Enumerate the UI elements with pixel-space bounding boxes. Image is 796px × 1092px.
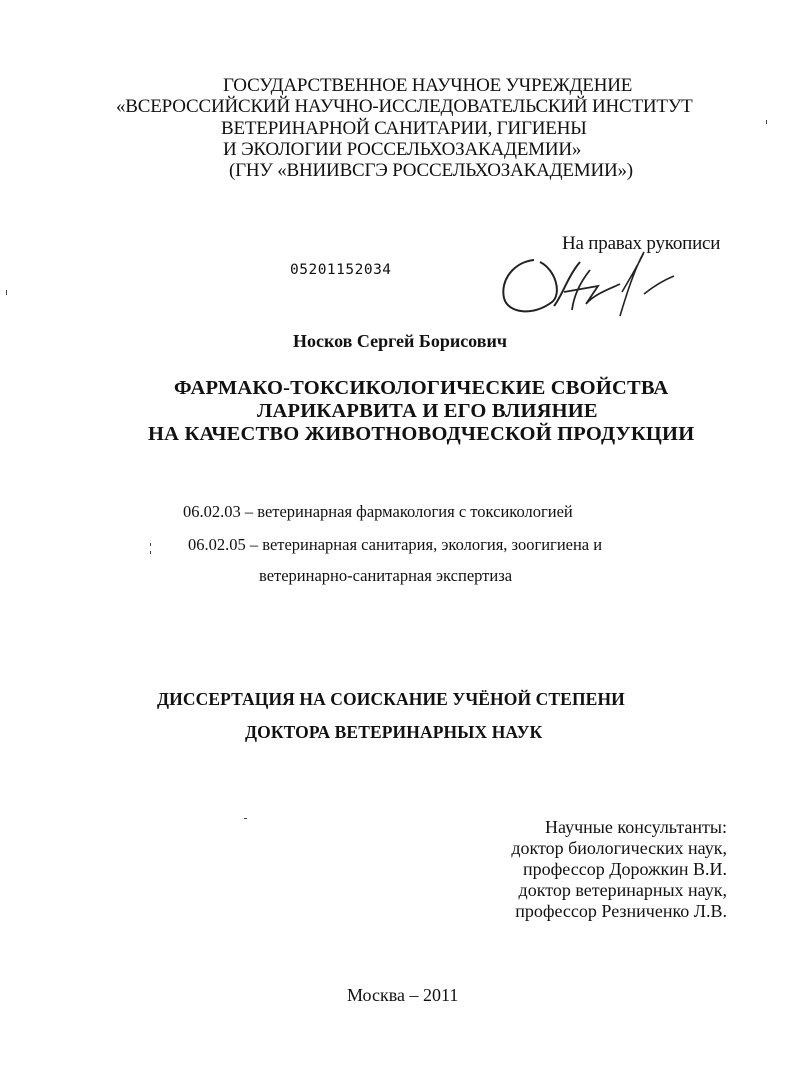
author-name: Носков Сергей Борисович [293, 331, 507, 351]
manuscript-note: На правах рукописи [562, 233, 721, 254]
institution-line-1: ГОСУДАРСТВЕННОЕ НАУЧНОЕ УЧРЕЖДЕНИЕ [223, 75, 633, 96]
specialty-1: 06.02.03 – ветеринарная фармакология с токсикологией [183, 502, 573, 521]
dissertation-line-1: ДИССЕРТАЦИЯ НА СОИСКАНИЕ УЧЁНОЙ СТЕПЕНИ [157, 689, 625, 709]
specialty-2-continued: ветеринарно-санитарная экспертиза [259, 566, 513, 585]
title-line-2: ЛАРИКАРВИТА И ЕГО ВЛИЯНИЕ [257, 400, 598, 422]
institution-line-3: ВЕТЕРИНАРНОЙ САНИТАРИИ, ГИГИЕНЫ [221, 118, 587, 139]
scan-speck [150, 543, 151, 546]
catalog-number: 05201152034 [290, 262, 392, 278]
institution-line-5: (ГНУ «ВНИИВСГЭ РОССЕЛЬХОЗАКАДЕМИИ») [229, 160, 633, 181]
consultant-1-degree: доктор биологических наук, [511, 838, 727, 858]
institution-line-4: И ЭКОЛОГИИ РОССЕЛЬХОЗАКАДЕМИИ» [223, 139, 582, 160]
consultants-heading: Научные консультанты: [545, 817, 727, 837]
signature [494, 240, 684, 330]
scan-speck [766, 120, 767, 124]
consultant-2-name: профессор Резниченко Л.В. [515, 901, 727, 921]
consultant-1-name: профессор Дорожкин В.И. [523, 859, 727, 879]
scan-speck [150, 551, 151, 554]
dissertation-line-2: ДОКТОРА ВЕТЕРИНАРНЫХ НАУК [245, 722, 543, 742]
institution-line-2: «ВСЕРОССИЙСКИЙ НАУЧНО-ИССЛЕДОВАТЕЛЬСКИЙ ИНСТИТУТ [116, 96, 693, 117]
place-year: Москва – 2011 [347, 985, 459, 1005]
specialty-2: 06.02.05 – ветеринарная санитария, экология, зоогигиена и [188, 535, 603, 554]
consultant-2-degree: доктор ветеринарных наук, [518, 880, 727, 900]
scan-speck [6, 290, 7, 295]
title-line-1: ФАРМАКО-ТОКСИКОЛОГИЧЕСКИЕ СВОЙСТВА [174, 377, 669, 399]
title-line-3: НА КАЧЕСТВО ЖИВОТНОВОДЧЕСКОЙ ПРОДУКЦИИ [148, 423, 695, 445]
scan-speck [244, 818, 247, 819]
